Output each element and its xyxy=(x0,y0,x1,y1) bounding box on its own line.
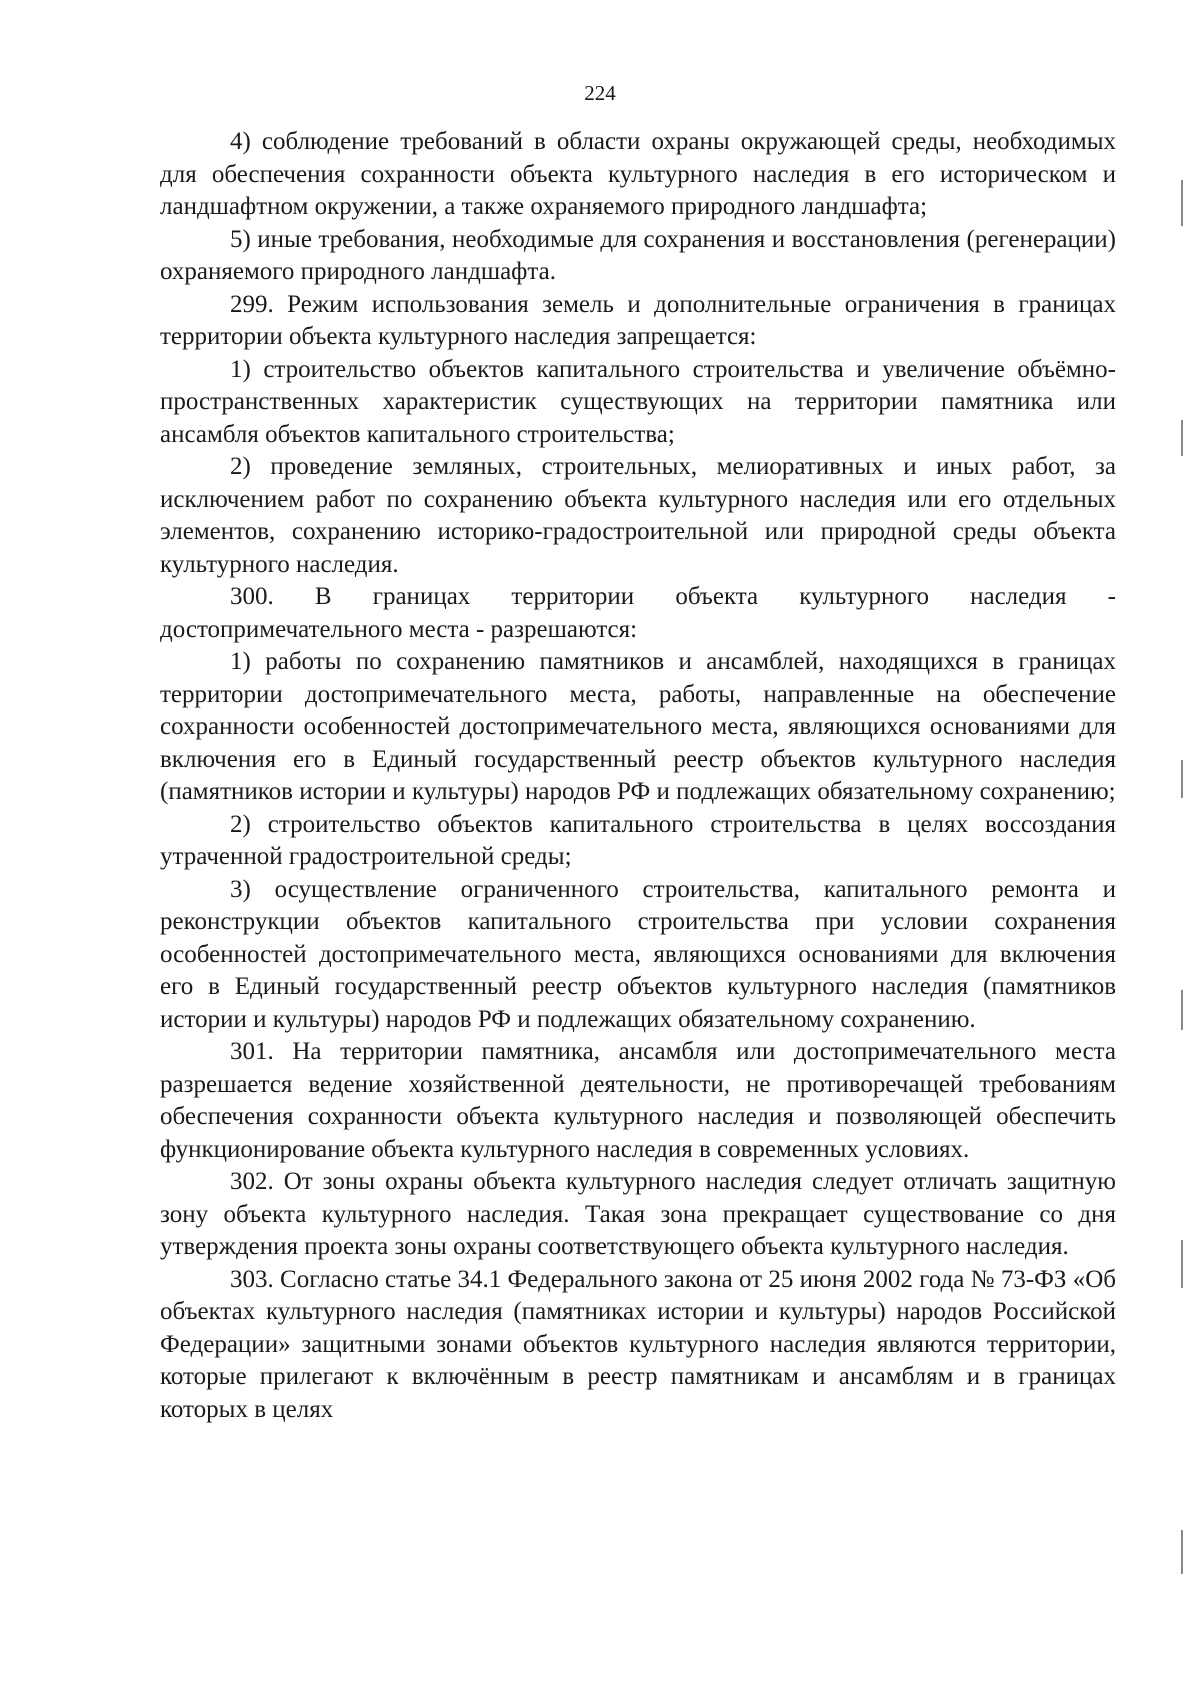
scan-margin-mark xyxy=(1181,1240,1183,1288)
paragraph-300-item-2: 2) строительство объектов капитального строительства в целях воссоздания утраченной градостроительной среды; xyxy=(160,810,1116,870)
paragraph-299-item-2: 2) проведение земляных, строительных, мелиоративных и иных работ, за исключением работ по сохранению объекта культурного наследия или его отдельных элементов, сохранению историко-градостроительной или природной среды объекта культурного наследия. xyxy=(160,453,1116,578)
scan-margin-mark xyxy=(1181,180,1183,226)
paragraph-299-item-1: 1) строительство объектов капитального строительства и увеличение объёмно-пространственных характеристик существующих на территории памятника или ансамбля объектов капитального строительства; xyxy=(160,355,1116,448)
paragraph-4: 4) соблюдение требований в области охраны окружающей среды, необходимых для обеспечения сохранности объекта культурного наследия в его историческом и ландшафтном окружении, а также охраняемого природного ландшафта; xyxy=(160,128,1116,220)
paragraph-300-item-1: 1) работы по сохранению памятников и ансамблей, находящихся в границах территории достопримечательного места, работы, направленные на обеспечение сохранности особенностей достопримечательного места, являющихся основаниями для включения его в Единый государственный реестр объектов культурного наследия (памятников истории и культуры) народов РФ и подлежащих обязательному сохранению; xyxy=(160,648,1116,805)
scan-margin-mark xyxy=(1181,1530,1183,1574)
scan-margin-mark xyxy=(1181,420,1183,456)
paragraph-303: 303. Согласно статье 34.1 Федерального закона от 25 июня 2002 года № 73-ФЗ «Об объектах культурного наследия (памятниках истории и культуры) народов Российской Федерации» защитными зонами объектов культурного наследия являются территории, которые прилегают к включённым в реестр памятникам и ансамблям и в границах которых в целях xyxy=(160,1265,1116,1423)
paragraph-300: 300. В границах территории объекта культурного наследия - достопримечательного места - разрешаются: xyxy=(160,583,1116,643)
paragraph-300-item-3: 3) осуществление ограниченного строительства, капитального ремонта и реконструкции объектов капитального строительства при условии сохранения особенностей достопримечательного места, являющихся основаниями для включения его в Единый государственный реестр объектов культурного наследия (памятников истории и культуры) народов РФ и подлежащих обязательному сохранению. xyxy=(160,875,1116,1033)
paragraph-301: 301. На территории памятника, ансамбля или достопримечательного места разрешается ведение хозяйственной деятельности, не противоречащей требованиям обеспечения сохранности объекта культурного наследия и позволяющей обеспечить функционирование объекта культурного наследия в современных условиях. xyxy=(160,1038,1116,1163)
paragraph-299: 299. Режим использования земель и дополнительные ограничения в границах территории объекта культурного наследия запрещается: xyxy=(160,290,1116,350)
page-number: 224 xyxy=(584,81,616,105)
scan-margin-mark xyxy=(1181,990,1183,1030)
document-body xyxy=(160,126,1116,1426)
scan-margin-mark xyxy=(1181,760,1183,798)
paragraph-302: 302. От зоны охраны объекта культурного наследия следует отличать защитную зону объекта культурного наследия. Такая зона прекращает существование со дня утверждения проекта зоны охраны соответствующего объекта культурного наследия. xyxy=(160,1168,1116,1260)
paragraph-5: 5) иные требования, необходимые для сохранения и восстановления (регенерации) охраняемого природного ландшафта. xyxy=(160,225,1116,285)
